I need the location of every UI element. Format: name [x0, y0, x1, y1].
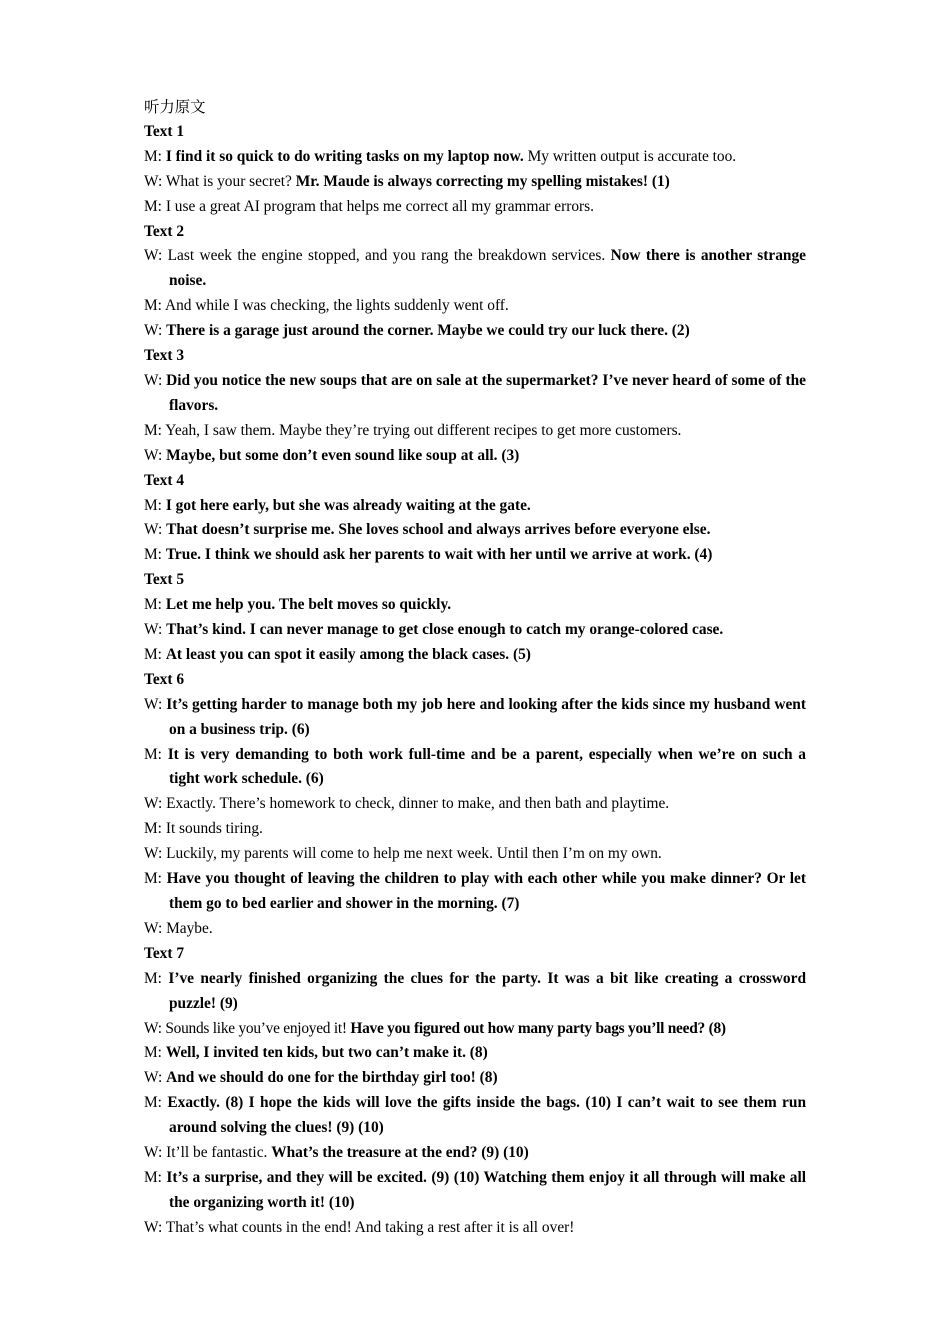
text-segment: Exactly. There’s homework to check, dinner to make, and then bath and playtime. [166, 795, 670, 813]
dialogue-line [144, 195, 806, 220]
dialogue-line [144, 643, 806, 668]
bold-segment: And we should do one for the birthday girl too! (8) [166, 1069, 498, 1087]
speaker-label: M: [144, 820, 166, 838]
speaker-label: W: [144, 695, 167, 713]
dialogue-line [144, 170, 806, 195]
bold-segment: Mr. Maude is always correcting my spelling mistakes! (1) [295, 172, 670, 190]
section-heading: Text 5 [144, 571, 185, 589]
bold-segment: Well, I invited ten kids, but two can’t make it. (8) [165, 1044, 488, 1062]
text-segment: My written output is accurate too. [523, 147, 737, 165]
speaker-label: W: [144, 1144, 167, 1162]
bold-segment: There is a garage just around the corner. Maybe we could try our luck there. (2) [166, 322, 690, 340]
text-segment: What is your secret? [165, 172, 296, 190]
speaker-label: M: [144, 645, 166, 663]
speaker-label: M: [144, 496, 166, 514]
section-heading: Text 3 [144, 347, 185, 365]
text-segment: I use a great AI program that helps me correct all my grammar errors. [165, 197, 595, 215]
bold-segment: Did you notice the new soups that are on sale at the supermarket? I’ve never heard of some of the flavors. [166, 371, 806, 414]
dialogue-line [144, 817, 806, 842]
speaker-label: M: [144, 546, 166, 564]
transcript-sections [144, 120, 806, 1241]
speaker-label: W: [144, 1218, 166, 1236]
dialogue-line [144, 867, 806, 917]
bold-segment: Have you thought of leaving the children to play with each other while you make dinner? Or let them go to bed earlier and shower in the morning. (7) [166, 870, 806, 912]
text-segment: Sounds like you’ve enjoyed it! [165, 1019, 351, 1037]
speaker-label: W: [144, 1069, 167, 1087]
bold-segment: That’s kind. I can never manage to get close enough to catch my orange-colored case. [166, 621, 724, 639]
section-heading: Text 2 [144, 222, 185, 240]
speaker-label: W: [144, 247, 168, 265]
speaker-label: M: [144, 969, 169, 987]
text-segment: And while I was checking, the lights suddenly went off. [164, 297, 509, 315]
dialogue-line [144, 618, 806, 643]
dialogue-line [144, 792, 806, 817]
speaker-label: M: [144, 197, 166, 215]
dialogue-line [144, 1216, 806, 1241]
dialogue-line [144, 518, 806, 543]
bold-segment: Let me help you. The belt moves so quickly. [165, 596, 452, 614]
speaker-label: M: [144, 1094, 168, 1112]
speaker-label: W: [144, 919, 167, 937]
dialogue-line [144, 1091, 806, 1141]
bold-segment: I’ve nearly finished organizing the clues for the party. It was a bit like creating a crossword puzzle! (9) [168, 969, 806, 1012]
text-segment: Luckily, my parents will come to help me next week. Until then I’m on my own. [166, 845, 662, 863]
speaker-label: W: [144, 172, 166, 190]
speaker-label: W: [144, 521, 167, 539]
bold-segment: It is very demanding to both work full-time and be a parent, especially when we’re on such a tight work schedule. (6) [167, 745, 806, 788]
dialogue-line [144, 1066, 806, 1091]
bold-segment: I find it so quick to do writing tasks on my laptop now. [165, 147, 524, 165]
speaker-label: M: [144, 297, 165, 315]
bold-segment: It’s a surprise, and they will be excited. (9) (10) Watching them enjoy it all through will make all the organizing worth it! (10) [166, 1168, 806, 1211]
speaker-label: W: [144, 446, 167, 464]
dialogue-line [144, 244, 806, 294]
speaker-label: W: [144, 795, 167, 813]
bold-segment: Now there is another strange noise. [169, 247, 806, 290]
bold-segment: What’s the treasure at the end? (9) (10) [271, 1144, 529, 1162]
bold-segment: Maybe, but some don’t even sound like soup at all. (3) [166, 446, 520, 464]
dialogue-line [144, 294, 806, 319]
dialogue-line [144, 444, 806, 469]
speaker-label: M: [144, 421, 166, 439]
bold-segment: Have you figured out how many party bags you’ll need? (8) [350, 1019, 726, 1037]
bold-segment: At least you can spot it easily among the black cases. (5) [165, 645, 531, 663]
speaker-label: M: [144, 1044, 166, 1062]
text-segment: That’s what counts in the end! And taking a rest after it is all over! [165, 1218, 575, 1236]
dialogue-line [144, 693, 806, 743]
dialogue-line [144, 842, 806, 867]
section-heading: Text 7 [144, 944, 185, 962]
dialogue-line [144, 1141, 806, 1166]
speaker-label: W: [144, 845, 167, 863]
dialogue-line [144, 369, 806, 419]
dialogue-line [144, 1017, 806, 1042]
speaker-label: W: [144, 371, 167, 389]
document-page [144, 95, 806, 1241]
dialogue-line [144, 319, 806, 344]
speaker-label: W: [144, 322, 167, 340]
bold-segment: I got here early, but she was already waiting at the gate. [165, 496, 531, 514]
speaker-label: W: [144, 1019, 166, 1037]
text-segment: It sounds tiring. [165, 820, 263, 838]
dialogue-line [144, 145, 806, 170]
speaker-label: M: [144, 147, 166, 165]
section-heading: Text 1 [144, 122, 185, 140]
speaker-label: W: [144, 621, 167, 639]
text-segment: It’ll be fantastic. [166, 1144, 272, 1162]
bold-segment: True. I think we should ask her parents to wait with her until we arrive at work. (4) [165, 546, 713, 564]
text-segment: Maybe. [166, 919, 213, 937]
text-segment: Yeah, I saw them. Maybe they’re trying out different recipes to get more customers. [165, 421, 682, 439]
bold-segment: Exactly. (8) I hope the kids will love the gifts inside the bags. (10) I can’t wait to see them run around solving the clues! (9) (10) [167, 1094, 807, 1137]
speaker-label: M: [144, 596, 166, 614]
section-heading: Text 4 [144, 471, 185, 489]
dialogue-line [144, 917, 806, 942]
dialogue-line [144, 1041, 806, 1066]
document-title: 听力原文 [144, 98, 206, 116]
dialogue-line [144, 419, 806, 444]
dialogue-line [144, 743, 806, 793]
bold-segment: It’s getting harder to manage both my job here and looking after the kids since my husband went on a business trip. (6) [166, 695, 806, 738]
dialogue-line [144, 967, 806, 1017]
bold-segment: That doesn’t surprise me. She loves school and always arrives before everyone else. [166, 521, 711, 539]
dialogue-line [144, 494, 806, 519]
dialogue-line [144, 1166, 806, 1216]
text-segment: Last week the engine stopped, and you rang the breakdown services. [167, 247, 611, 265]
speaker-label: M: [144, 745, 168, 763]
dialogue-line [144, 593, 806, 618]
speaker-label: M: [144, 870, 167, 888]
dialogue-line [144, 543, 806, 568]
speaker-label: M: [144, 1168, 167, 1186]
section-heading: Text 6 [144, 670, 185, 688]
